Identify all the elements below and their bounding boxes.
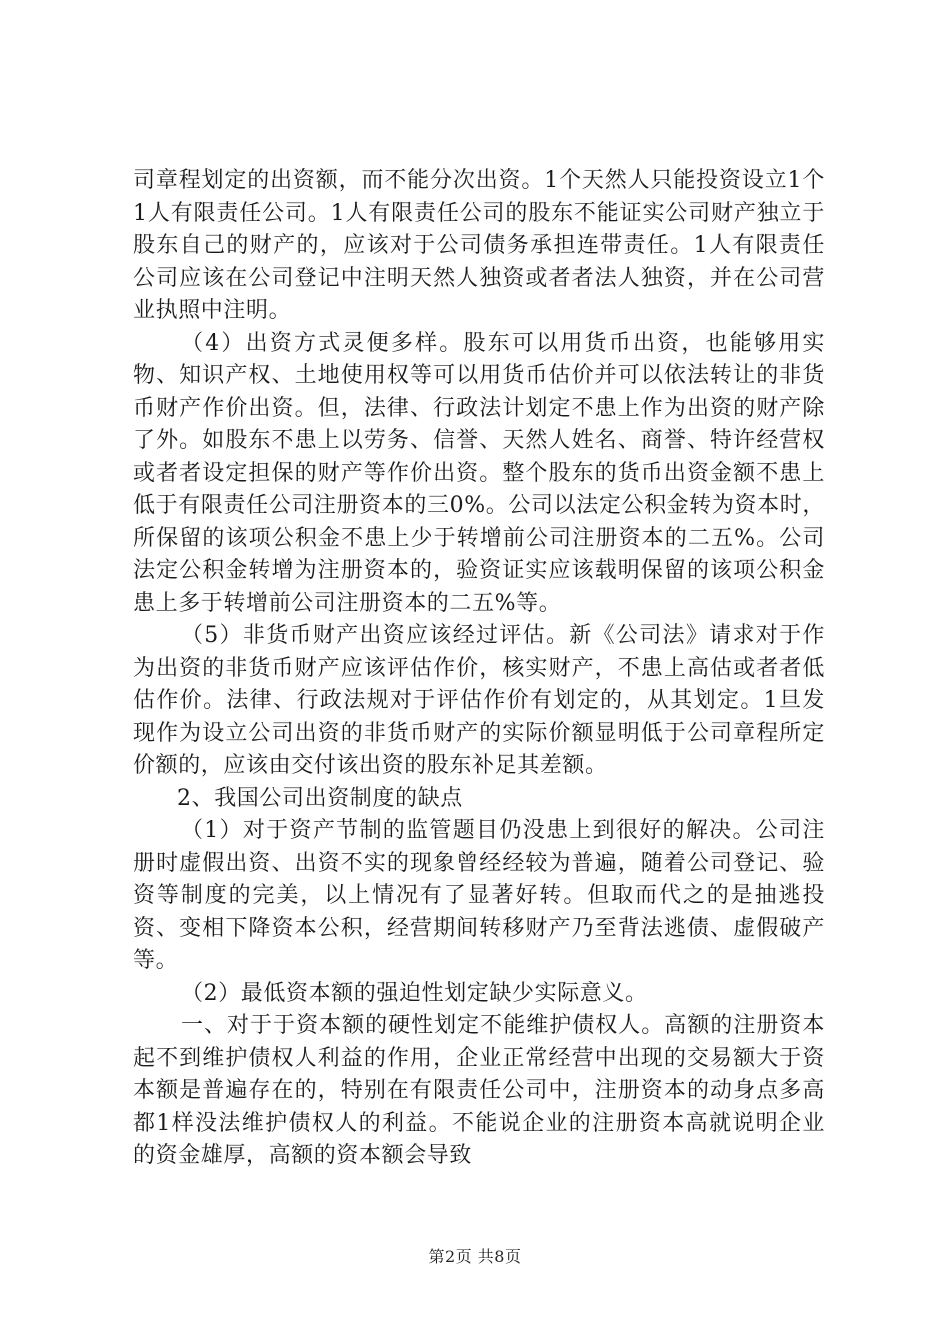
paragraph-continuation: 司章程划定的出资额，而不能分次出资。1个天然人只能投资设立1个1人有限责任公司。1人有限责任公司的股东不能证实公司财产独立于股东自己的财产的，应该对于公司债务承担连带责任。1人有限责任公司应该在公司登记中注明天然人独资或者者法人独资，并在公司营业执照中注明。 [133,168,825,323]
document-body [133,165,825,1173]
section-heading: 2、我国公司出资制度的缺点 [177,785,463,811]
paragraph-defect-2: （2）最低资本额的强迫性划定缺少实际意义。 [181,980,648,1006]
paragraph-defect-1: （1）对于资产节制的监管题目仍没患上到很好的解决。公司注册时虚假出资、出资不实的现象曾经经较为普遍，随着公司登记、验资等制度的完美，以上情况有了显著好转。但取而代之的是抽逃投资、变相下降资本公积，经营期间转移财产乃至背法逃债、虚假破产等。 [133,818,825,973]
page-footer: 第2页 共8页 [428,1247,522,1266]
paragraph-item-5: （5）非货币财产出资应该经过评估。新《公司法》请求对于作为出资的非货币财产应该评估作价，核实财产，不患上高估或者者低估作价。法律、行政法规对于评估作价有划定的，从其划定。1旦发现作为设立公司出资的非货币财产的实际价额显明低于公司章程所定价额的，应该由交付该出资的股东补足其差额。 [133,623,825,778]
paragraph-item-4: （4）出资方式灵便多样。股东可以用货币出资，也能够用实物、知识产权、土地使用权等可以用货币估价并可以依法转让的非货币财产作价出资。但，法律、行政法计划定不患上作为出资的财产除了外。如股东不患上以劳务、信誉、天然人姓名、商誉、特许经营权或者者设定担保的财产等作价出资。整个股东的货币出资金额不患上低于有限责任公司注册资本的三0%。公司以法定公积金转为资本时，所保留的该项公积金不患上少于转增前公司注册资本的二五%。公司法定公积金转增为注册资本的，验资证实应该载明保留的该项公积金患上多于转增前公司注册资本的二五%等。 [133,330,825,616]
paragraph-point-1: 一、对于于资本额的硬性划定不能维护债权人。高额的注册资本起不到维护债权人利益的作用，企业正常经营中出现的交易额大于资本额是普遍存在的，特别在有限责任公司中，注册资本的动身点多高都1样没法维护债权人的利益。不能说企业的注册资本高就说明企业的资金雄厚，高额的资本额会导致 [133,1013,825,1168]
